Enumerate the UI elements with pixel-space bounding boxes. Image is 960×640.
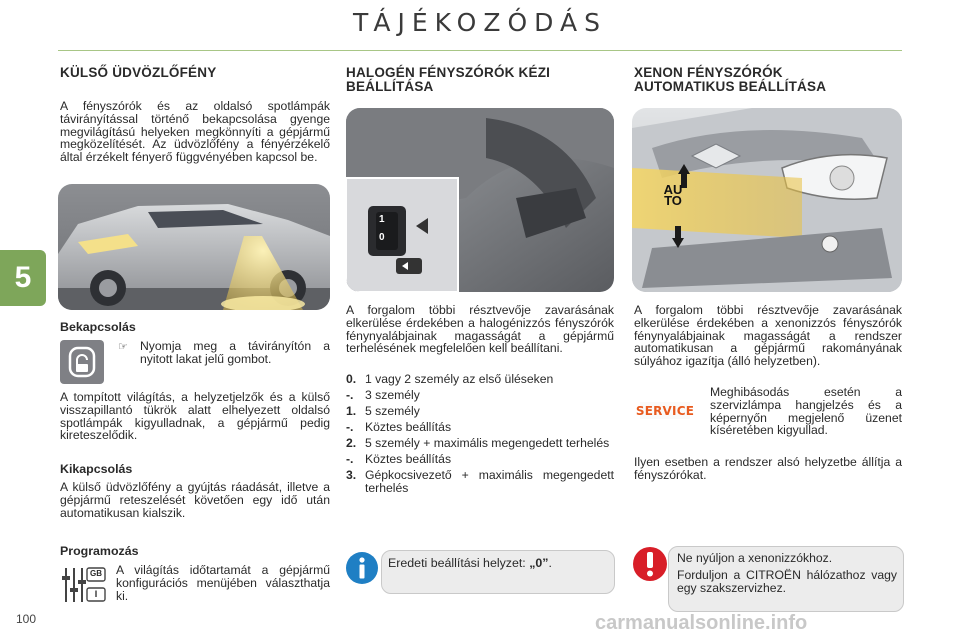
info-icon (345, 551, 379, 585)
switch-on-after-text: A tompított világítás, a helyzetjelzők és a külső visszapillantó tükrök alatt elhelyezett oldalsó spotlámpák kigyulladnak, a gépjármű pedig kireteszelődik. (60, 390, 330, 443)
warning-icon (632, 546, 668, 582)
default-setting-note (381, 550, 615, 594)
xenon-heading-line2: AUTOMATIKUS BEÁLLÍTÁSA (634, 79, 827, 94)
list-item: 2. 5 személy + maximális megengedett terhelés (346, 436, 610, 450)
xenon-intro: A forgalom többi résztvevője zavarásának elkerülése érdekében a xenonizzós fényszórók fénynyalábjainak magasságát a rendszer automatikusan a gépjármű rakományának súlyához igazítja (álló helyzetben). (634, 303, 902, 369)
switch-on-heading: Bekapcsolás (60, 320, 136, 334)
halogen-intro: A forgalom többi résztvevője zavarásának elkerülése érdekében a halogénizzós fényszórók fénynyalábjainak magasságát a gépjármű terhelésének megfelelően kell beállítani. (346, 303, 614, 356)
switch-on-text: Nyomja meg a távirányítón a nyitott lakat jelű gombot. (140, 339, 330, 366)
icon-label-i: I (94, 589, 98, 599)
chapter-tab: 5 (0, 250, 46, 306)
xenon-warning-note (668, 546, 904, 612)
programming-heading: Programozás (60, 544, 139, 558)
list-item: 0. 1 vagy 2 személy az első üléseken (346, 372, 554, 386)
xenon-heading (634, 66, 904, 94)
config-menu-icon (60, 564, 106, 606)
list-item: -. Köztes beállítás (346, 420, 452, 434)
service-warning-icon: SERVICE (635, 403, 695, 418)
default-setting-text: Eredeti beállítási helyzet: „0”. (388, 556, 552, 570)
list-item: 1. 5 személy (346, 404, 420, 418)
welcome-light-intro: A fényszórók és az oldalsó spotlámpák távirányítással történő bekapcsolása gyenge megvilágítású helyeken megkönnyíti a gépjármű megközelítését. Az üdvözlőfény a fényérzékelő által érzékelt fényerő függvényében kapcsol be. (60, 99, 330, 165)
halogen-heading-line1: HALOGÉN FÉNYSZÓRÓK KÉZI (346, 65, 551, 80)
dashboard-dial-photo (346, 108, 614, 292)
welcome-light-heading: KÜLSŐ ÜDVÖZLŐFÉNY (60, 65, 217, 80)
list-item: -. Köztes beállítás (346, 452, 452, 466)
service-text: Meghibásodás esetén a szervizlámpa hangjelzés és a képernyőn megjelenő üzenet kíséretében kigyullad. (710, 385, 902, 438)
xenon-heading-line1: XENON FÉNYSZÓRÓK (634, 65, 783, 80)
list-item: -. 3 személy (346, 388, 420, 402)
list-item: 3. Gépkocsivezető + maximális megengedett terhelés (346, 468, 614, 495)
warning-line2: Forduljon a CITROËN hálózathoz vagy egy szakszervizhez. (677, 568, 897, 595)
bullet-pointer-icon: ☞ (118, 341, 128, 353)
halogen-heading (346, 66, 616, 94)
dial-label-zero: 0 (379, 232, 385, 243)
icon-label-gb: GB (90, 569, 102, 578)
page-number: 100 (16, 612, 37, 626)
warning-line1: Ne nyúljon a xenonizzókhoz. (677, 551, 833, 565)
switch-off-text: A külső üdvözlőfény a gyújtás ráadását, illetve a gépjármű reteszelését követően egy idő után automatikusan kialszik. (60, 480, 330, 520)
unlock-button-icon (60, 340, 104, 384)
programming-text: A világítás időtartamát a gépjármű konfigurációs menüjében választhatja ki. (116, 563, 330, 603)
halogen-heading-line2: BEÁLLÍTÁSA (346, 79, 434, 94)
page-title: TÁJÉKOZÓDÁS (353, 8, 607, 37)
halogen-setting-list (346, 373, 614, 498)
dial-label-one: 1 (379, 214, 385, 225)
welcome-light-car-photo (58, 184, 330, 310)
auto-label: AUTO (663, 182, 683, 208)
xenon-after-text: Ilyen esetben a rendszer alsó helyzetbe állítja a fényszórókat. (634, 455, 902, 482)
watermark: carmanualsonline.info (595, 612, 808, 634)
xenon-car-photo (632, 108, 902, 292)
title-divider (58, 50, 902, 51)
switch-off-heading: Kikapcsolás (60, 462, 133, 476)
